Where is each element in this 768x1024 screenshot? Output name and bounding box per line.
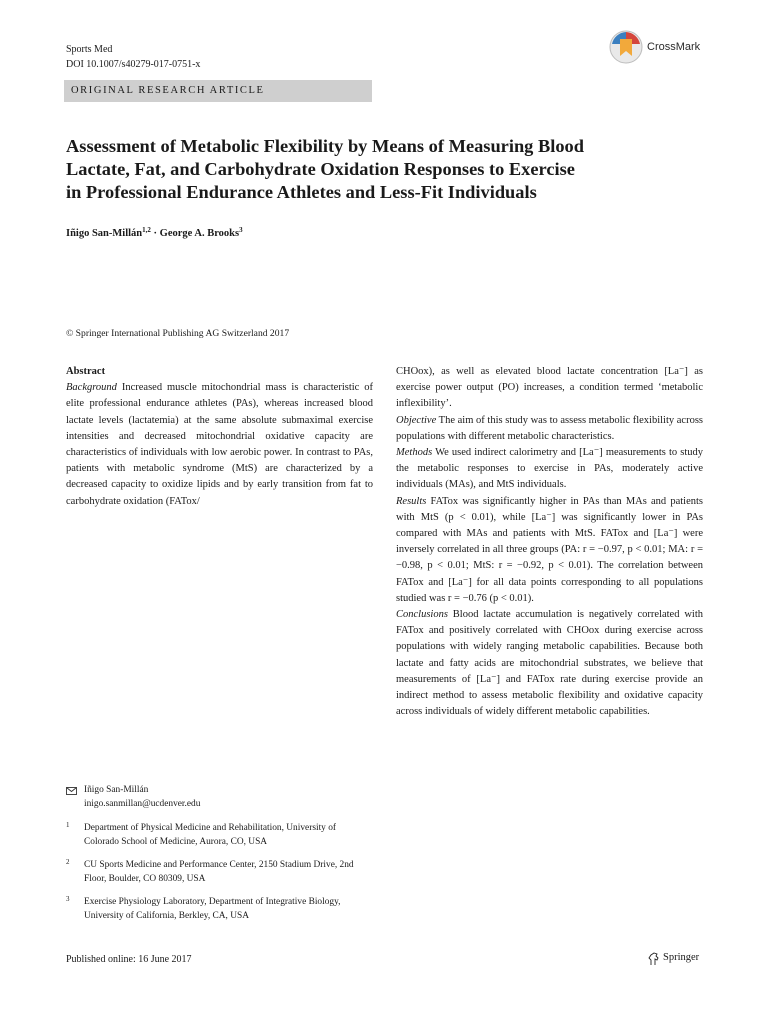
section-text: FATox was significantly higher in PAs than MAs and patients with MtS (p < 0.01), while [La⁻] was significantly lower in PAs compared with MAs and patients with MtS. FATox and [La⁻] were inversely correlated in all three groups (PA: r = −0.97, p < 0.01; MA: r = −0.98, p < 0.01; MtS: r = −0.92, p < 0.01). The correlation between FATox and [La⁻] for all data points corresponding to all populations studied was r = −0.76 (p < 0.01). [396, 495, 703, 604]
affiliation-number: 3 [66, 895, 70, 904]
section-text: Blood lactate accumulation is negatively correlated with FATox and positively correlated with CHOox during exercise across populations with widely ranging metabolic capabilities. Because both lactate and fatty acids are mitochondrial substrates, we believe that measurements of [La⁻] and FATox rate during exercise provide an indirect method to assess metabolic flexibility and oxidative capacity across individuals of widely different metabolic capabilities. [396, 609, 703, 718]
author-name[interactable]: Iñigo San-Millán [66, 228, 143, 239]
envelope-icon [66, 787, 77, 795]
affiliation-text: Exercise Physiology Laboratory, Department of Integrative Biology, University of California, Berkley, CA, USA [84, 897, 341, 921]
affiliations-list [66, 822, 373, 934]
section-label: Results [396, 495, 427, 507]
article-title [66, 135, 686, 204]
author-separator: · [150, 228, 160, 239]
title-line: in Professional Endurance Athletes and Less-Fit Individuals [66, 182, 537, 202]
springer-horse-icon [648, 952, 660, 966]
section-text: Increased muscle mitochondrial mass is characteristic of elite professional endurance athletes (PAs), whereas increased blood lactate levels (lactatemia) at the same absolute submaximal exercise intensities and decreased mitochondrial oxidative capacity are characteristics of individuals with low aerobic power. In contrast to PAs, patients with metabolic syndrome (MtS) are characterized by a decreased capacity to oxidize lipids and by early transition from fat to carbohydrate oxidation (FATox/ [66, 382, 373, 507]
author-affiliation-ref: 1,2 [142, 226, 151, 234]
correspondence-name: Iñigo San-Millán [84, 785, 149, 795]
section-label: Objective [396, 414, 437, 426]
crossmark-icon [609, 30, 643, 64]
section-label: Background [66, 382, 117, 394]
abstract-background-continued: CHOox), as well as elevated blood lactate concentration [La⁻] as exercise power output (PO) increases, a condition termed ‘metabolic inflexibility’. [396, 366, 703, 410]
affiliation-item [66, 896, 373, 923]
author-affiliation-ref: 3 [239, 226, 243, 234]
copyright-notice: © Springer International Publishing AG Switzerland 2017 [66, 328, 290, 339]
abstract-heading: Abstract [66, 366, 106, 377]
abstract-column-right [396, 364, 703, 720]
article-type-banner: ORIGINAL RESEARCH ARTICLE [64, 80, 372, 102]
publisher-name: Springer [663, 952, 700, 963]
crossmark-label: CrossMark [647, 41, 701, 53]
affiliation-item [66, 822, 373, 849]
correspondence-email[interactable]: inigo.sanmillan@ucdenver.edu [84, 798, 201, 809]
affiliation-item [66, 859, 373, 886]
section-text: The aim of this study was to assess metabolic flexibility across populations with different metabolic characteristics. [396, 414, 703, 442]
crossmark-badge[interactable] [609, 30, 713, 70]
abstract-conclusions [396, 607, 703, 720]
affiliation-text: Department of Physical Medicine and Rehabilitation, University of Colorado School of Medicine, Aurora, CO, USA [84, 823, 337, 847]
title-line: Assessment of Metabolic Flexibility by Means of Measuring Blood [66, 136, 584, 156]
abstract-background [66, 380, 373, 510]
section-label: Conclusions [396, 609, 448, 621]
section-text: We used indirect calorimetry and [La⁻] measurements to study the metabolic responses to exercise in PAs, moderately active individuals (MAs), and MtS individuals. [396, 447, 703, 491]
abstract-objective [396, 413, 703, 445]
doi: DOI 10.1007/s40279-017-0751-x [66, 59, 201, 70]
affiliation-number: 2 [66, 858, 70, 867]
affiliation-text: CU Sports Medicine and Performance Center, 2150 Stadium Drive, 2nd Floor, Boulder, CO 80309, USA [84, 860, 354, 884]
affiliation-number: 1 [66, 821, 70, 829]
author-list [66, 226, 243, 241]
journal-name: Sports Med [66, 44, 113, 55]
abstract-column-left [66, 364, 373, 510]
title-line: Lactate, Fat, and Carbohydrate Oxidation Responses to Exercise [66, 159, 575, 179]
section-label: Methods [396, 447, 433, 459]
abstract-methods [396, 445, 703, 494]
author-name[interactable]: George A. Brooks [159, 228, 240, 239]
correspondence-block [66, 784, 373, 811]
abstract-results [396, 494, 703, 607]
published-date: Published online: 16 June 2017 [66, 954, 192, 965]
